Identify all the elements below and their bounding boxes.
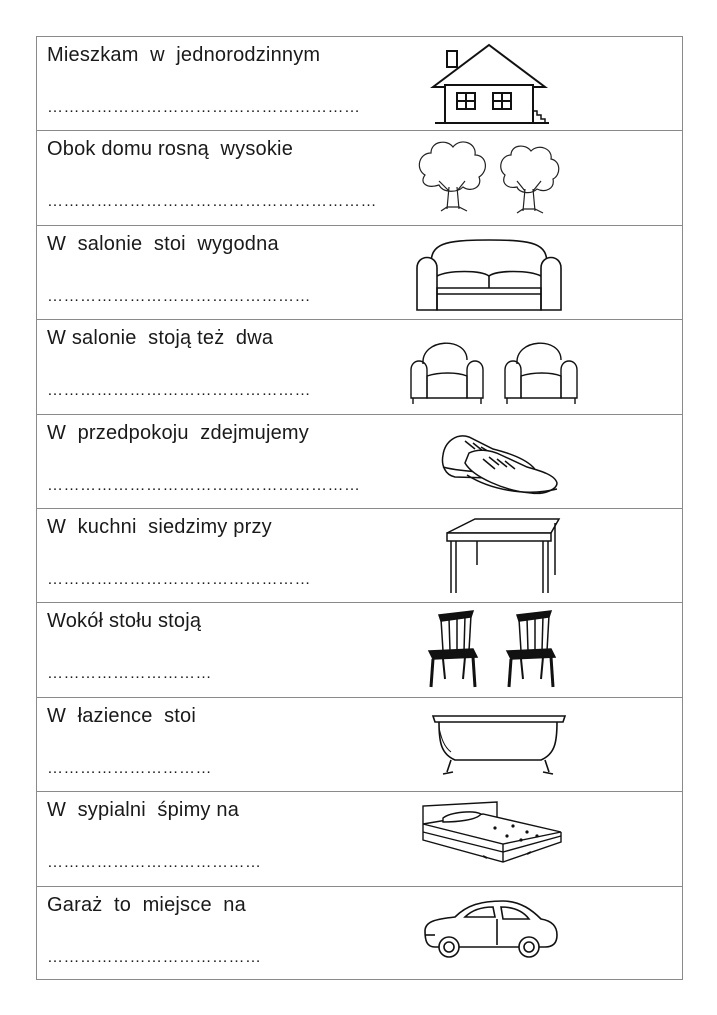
answer-blank[interactable]: ………………………………………………… <box>47 476 361 494</box>
sentence-text: Wokół stołu stoją <box>47 610 202 633</box>
house-icon <box>427 41 557 127</box>
car-icon <box>421 891 561 977</box>
worksheet-row <box>37 603 682 697</box>
sentence-text: W kuchni siedzimy przy <box>47 515 272 538</box>
sofa-icon <box>409 230 569 316</box>
sentence-text: W łazience stoi <box>47 704 197 727</box>
worksheet-row <box>37 887 682 981</box>
worksheet-row <box>37 792 682 886</box>
answer-blank[interactable]: ………………………… <box>47 759 212 777</box>
bed-icon <box>417 796 567 882</box>
answer-blank[interactable]: ………………………………………… <box>47 570 311 588</box>
armchairs-icon <box>405 324 585 410</box>
answer-blank[interactable]: ………………………………… <box>47 854 262 872</box>
sentence-text: Garaż to miejsce na <box>47 893 246 916</box>
sentence-text: W salonie stoi wygodna <box>47 232 279 255</box>
answer-blank[interactable]: ………………………………… <box>47 948 262 966</box>
worksheet-row <box>37 509 682 603</box>
sentence-text: Obok domu rosną wysokie <box>47 138 294 161</box>
sentence-text: W przedpokoju zdejmujemy <box>47 421 309 444</box>
worksheet-table <box>36 36 683 980</box>
answer-blank[interactable]: ………………………………………… <box>47 287 311 305</box>
answer-blank[interactable]: ………………………… <box>47 665 212 683</box>
worksheet-row <box>37 37 682 131</box>
worksheet-row <box>37 320 682 414</box>
table-icon <box>439 513 569 599</box>
sentence-text: Mieszkam w jednorodzinnym <box>47 44 321 66</box>
answer-blank[interactable]: …………………………………………………… <box>47 193 377 211</box>
shoes-icon <box>435 419 565 505</box>
chairs-icon <box>417 607 567 693</box>
worksheet-row <box>37 415 682 509</box>
answer-blank[interactable]: ………………………………………………… <box>47 99 361 116</box>
worksheet-row <box>37 226 682 320</box>
sentence-text: W salonie stoją też dwa <box>47 327 274 350</box>
worksheet-row <box>37 131 682 225</box>
bathtub-icon <box>429 702 569 788</box>
sentence-text: W sypialni śpimy na <box>47 799 240 822</box>
worksheet-row <box>37 698 682 792</box>
answer-blank[interactable]: ………………………………………… <box>47 382 311 400</box>
trees-icon <box>413 135 573 221</box>
